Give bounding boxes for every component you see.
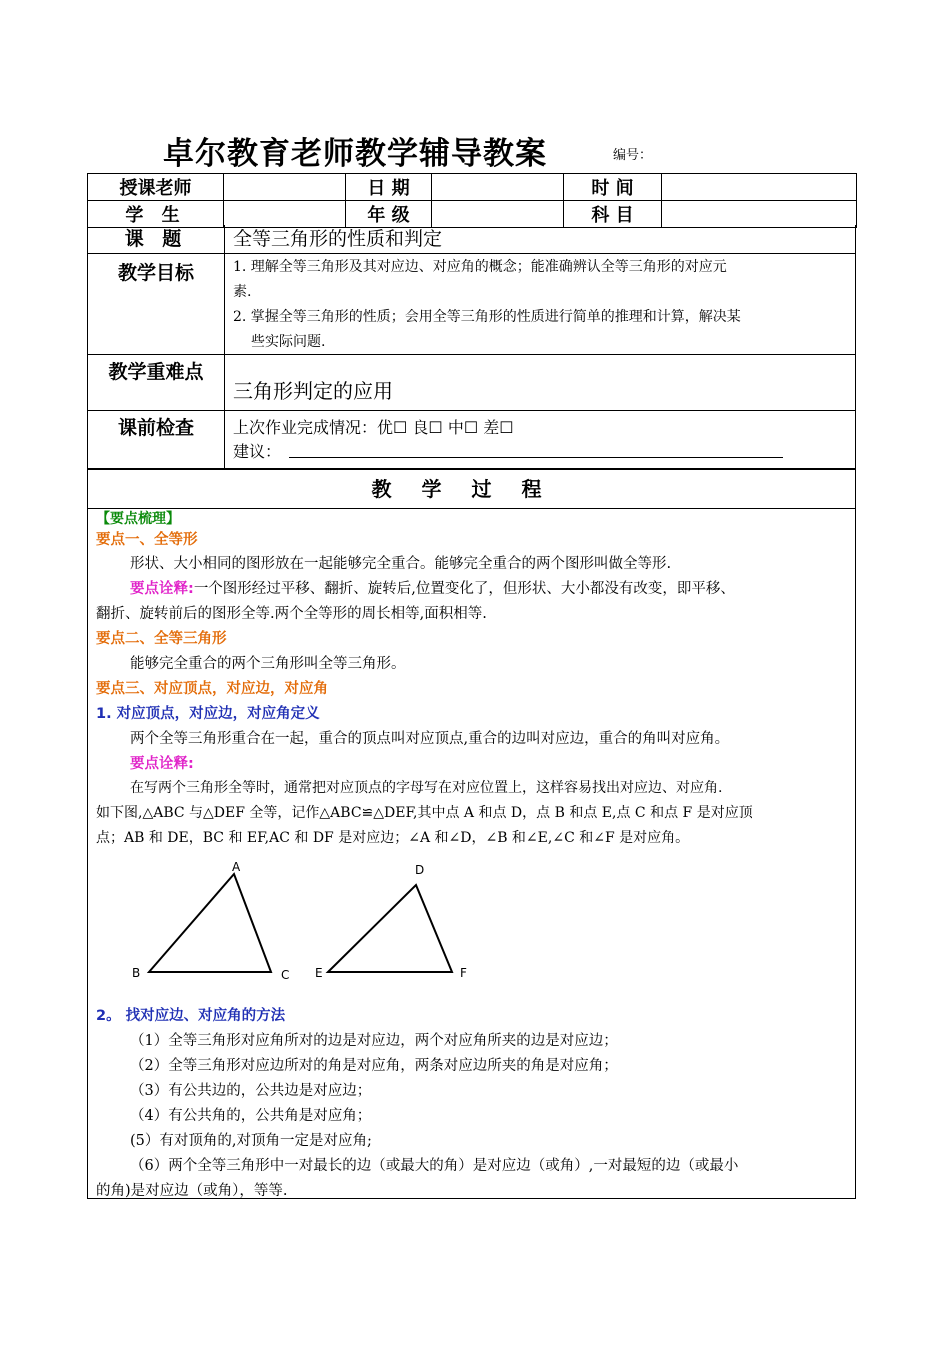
note1-text: 一个图形经过平移、翻折、旋转后,位置变化了，但形状、大小都没有改变，即平移、 [193, 581, 735, 597]
time-value[interactable] [662, 174, 857, 201]
topic-value: 全等三角形的性质和判定 [233, 228, 443, 250]
student-label: 学 生 [88, 201, 224, 228]
goal-2a: 2. 掌握全等三角形的性质；会用全等三角形的性质进行简单的推理和计算，解决某 [233, 309, 741, 325]
triangle-abc [149, 874, 271, 972]
method-6b: 的角)是对应边（或角），等等. [96, 1183, 288, 1199]
date-label: 日 期 [346, 174, 432, 201]
label-f: F [460, 966, 467, 980]
serial-label: 编号： [613, 148, 653, 163]
method-4: （4）有公共角的，公共角是对应角； [130, 1108, 372, 1124]
note2-label: 要点诠释: [130, 756, 194, 772]
difficulty-row [87, 355, 856, 411]
point1-title: 要点一、全等形 [96, 532, 198, 548]
difficulty-label: 教学重难点 [88, 355, 225, 410]
goal-1a: 1. 理解全等三角形及其对应边、对应角的概念；能准确辨认全等三角形的对应元 [233, 259, 727, 275]
grade-value[interactable] [432, 201, 564, 228]
goal-1b: 素. [233, 284, 252, 300]
time-label: 时 间 [564, 174, 662, 201]
note1-text2: 翻折、旋转前后的图形全等.两个全等形的周长相等,面积相等. [96, 606, 487, 622]
point1-text: 形状、大小相同的图形放在一起能够完全重合。能够完全重合的两个图形叫做全等形. [130, 556, 672, 572]
point2-title: 要点二、全等三角形 [96, 631, 227, 647]
method-3: （3）有公共边的，公共边是对应边； [130, 1083, 372, 1099]
triangle-def [328, 885, 452, 972]
method-6a: （6）两个全等三角形中一对最长的边（或最大的角）是对应边（或角）,一对最短的边（或最小 [130, 1158, 739, 1174]
label-d: D [415, 863, 425, 877]
page-title: 卓尔教育老师教学辅导教案 [163, 136, 547, 172]
goal-2b: 些实际问题. [251, 334, 326, 350]
note1 [130, 577, 735, 598]
teacher-value[interactable] [224, 174, 346, 201]
note1-label: 要点诠释: [130, 581, 194, 597]
topic-row [87, 225, 856, 254]
process-header: 教学过程 [87, 469, 856, 509]
sub2-title: 2。 找对应边、对应角的方法 [96, 1008, 286, 1024]
info-table [87, 173, 857, 228]
check-label: 课前检查 [88, 411, 225, 468]
check-content [225, 411, 855, 468]
point2-text: 能够完全重合的两个三角形叫全等三角形。 [130, 656, 406, 672]
homework-status: 上次作业完成情况：优☐ 良☐ 中☐ 差☐ [233, 418, 514, 437]
sub1-text: 两个全等三角形重合在一起，重合的顶点叫对应顶点,重合的边叫对应边，重合的角叫对应角。 [130, 731, 730, 747]
label-b: B [132, 966, 141, 980]
method-5: (5）有对顶角的,对顶角一定是对应角; [130, 1133, 372, 1149]
note2-line3: 点；AB 和 DE，BC 和 EF,AC 和 DF 是对应边；∠A 和∠D，∠B 和∠E,∠C 和∠F 是对应角。 [96, 830, 690, 846]
method-1: （1）全等三角形对应角所对的边是对应边，两个对应角所夹的边是对应边； [130, 1033, 618, 1049]
topic-label: 课 题 [88, 225, 225, 253]
title-row [0, 128, 950, 174]
triangles-figure [88, 848, 855, 988]
goals-row [87, 254, 856, 355]
label-c: C [281, 968, 290, 982]
section-tag: 【要点梳理】 [96, 511, 180, 527]
note2-line1: 在写两个三角形全等时，通常把对应顶点的字母写在对应位置上，这样容易找出对应边、对应角. [130, 780, 723, 796]
point3-title: 要点三、对应顶点，对应边，对应角 [96, 681, 328, 697]
suggestion-label: 建议： [233, 442, 282, 461]
note2-line2: 如下图,△ABC 与△DEF 全等，记作△ABC≌△DEF,其中点 A 和点 D，点 B 和点 E,点 C 和点 F 是对应顶 [96, 805, 753, 821]
goals-label: 教学目标 [88, 254, 225, 354]
goals-text [225, 254, 855, 354]
label-e: E [315, 966, 323, 980]
subject-value[interactable] [662, 201, 857, 228]
student-value[interactable] [224, 201, 346, 228]
suggestion-line[interactable] [289, 457, 783, 458]
label-a: A [232, 860, 241, 874]
teacher-label: 授课老师 [88, 174, 224, 201]
sub1-title: 1. 对应顶点，对应边，对应角定义 [96, 706, 320, 722]
method-2: （2）全等三角形对应边所对的角是对应角，两条对应边所夹的角是对应角； [130, 1058, 618, 1074]
content-box [87, 508, 856, 1199]
check-row [87, 411, 856, 469]
date-value[interactable] [432, 174, 564, 201]
subject-label: 科 目 [564, 201, 662, 228]
difficulty-value: 三角形判定的应用 [233, 379, 393, 403]
grade-label: 年 级 [346, 201, 432, 228]
